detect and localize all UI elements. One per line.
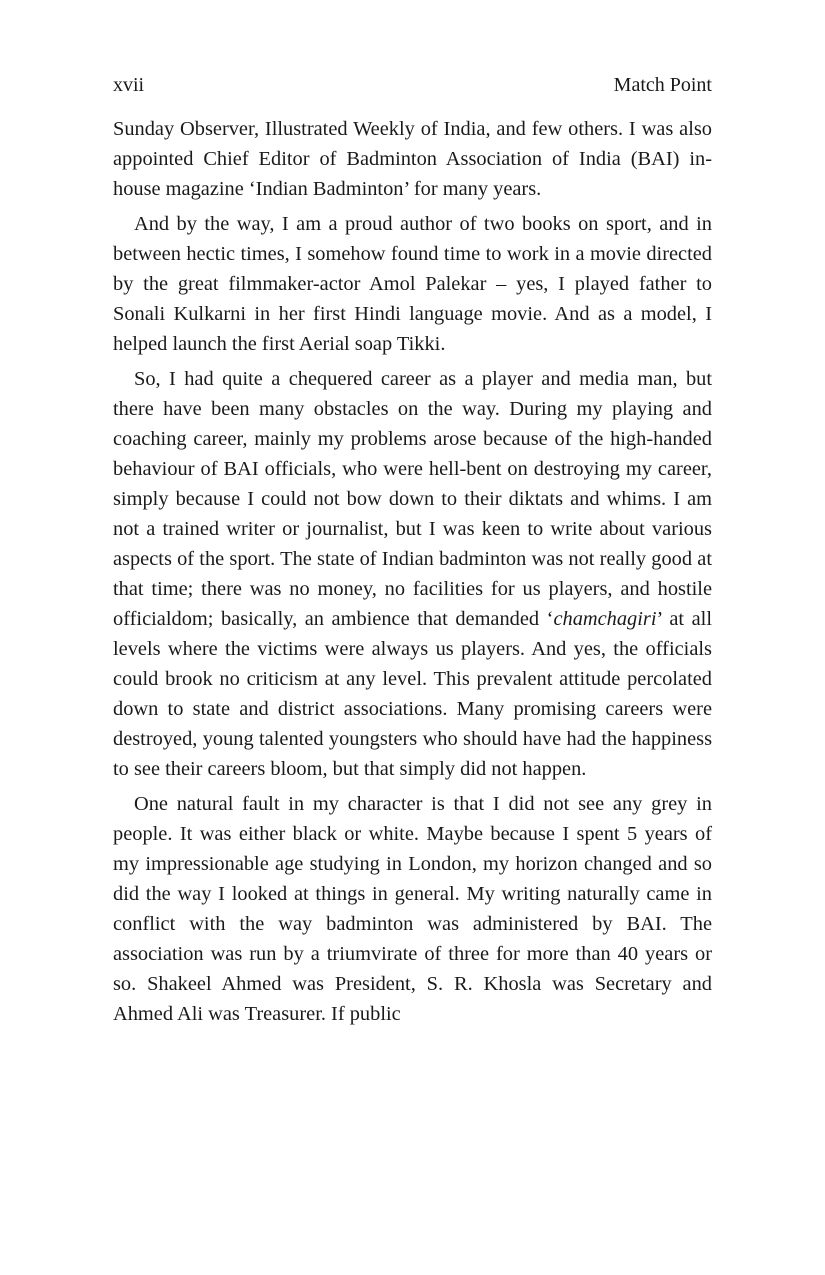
- paragraph: [113, 209, 712, 359]
- paragraph: [113, 789, 712, 1029]
- paragraph: [113, 114, 712, 204]
- text-segment: So, I had quite a chequered career as a player and media man, but there have been many obstacles on the way. During my playing and coaching career, mainly my problems arose because of the high-handed behaviour of BAI officials, who were hell-bent on destroying my career, simply because I could not bow down to their diktats and whims. I am not a trained writer or journalist, but I was keen to write about various aspects of the sport. The state of Indian badminton was not really good at that time; there was no money, no facilities for us players, and hostile officialdom; basically, an ambience that demanded ‘: [113, 368, 712, 630]
- page-body: [113, 114, 712, 1029]
- text-segment: And by the way, I am a proud author of two books on sport, and in between hectic times, I somehow found time to work in a movie directed by the great filmmaker-actor Amol Palekar – yes, I played father to Sonali Kulkarni in her first Hindi language movie. And as a model, I helped launch the first Aerial soap Tikki.: [113, 213, 712, 355]
- paragraph: [113, 364, 712, 784]
- text-segment: One natural fault in my character is that I did not see any grey in people. It was either black or white. Maybe because I spent 5 years of my impressionable age studying in London, my horizon changed and so did the way I looked at things in general. My writing naturally came in conflict with the way badminton was administered by BAI. The association was run by a triumvirate of three for more than 40 years or so. Shakeel Ahmed was President, S. R. Khosla was Secretary and Ahmed Ali was Treasurer. If public: [113, 793, 712, 1025]
- running-header: [113, 74, 712, 96]
- page-number: xvii: [113, 74, 145, 96]
- text-segment: ’ at all levels where the victims were always us players. And yes, the officials could brook no criticism at any level. This prevalent attitude percolated down to state and district associations. Many promising careers were destroyed, young talented youngsters who should have had the happiness to see their careers bloom, but that simply did not happen.: [113, 608, 712, 780]
- text-segment: Sunday Observer, Illustrated Weekly of India, and few others. I was also appointed Chief Editor of Badminton Association of India (BAI) in-house magazine ‘Indian Badminton’ for many years.: [113, 118, 712, 200]
- running-title: Match Point: [613, 74, 712, 96]
- italic-term: chamchagiri: [553, 608, 657, 630]
